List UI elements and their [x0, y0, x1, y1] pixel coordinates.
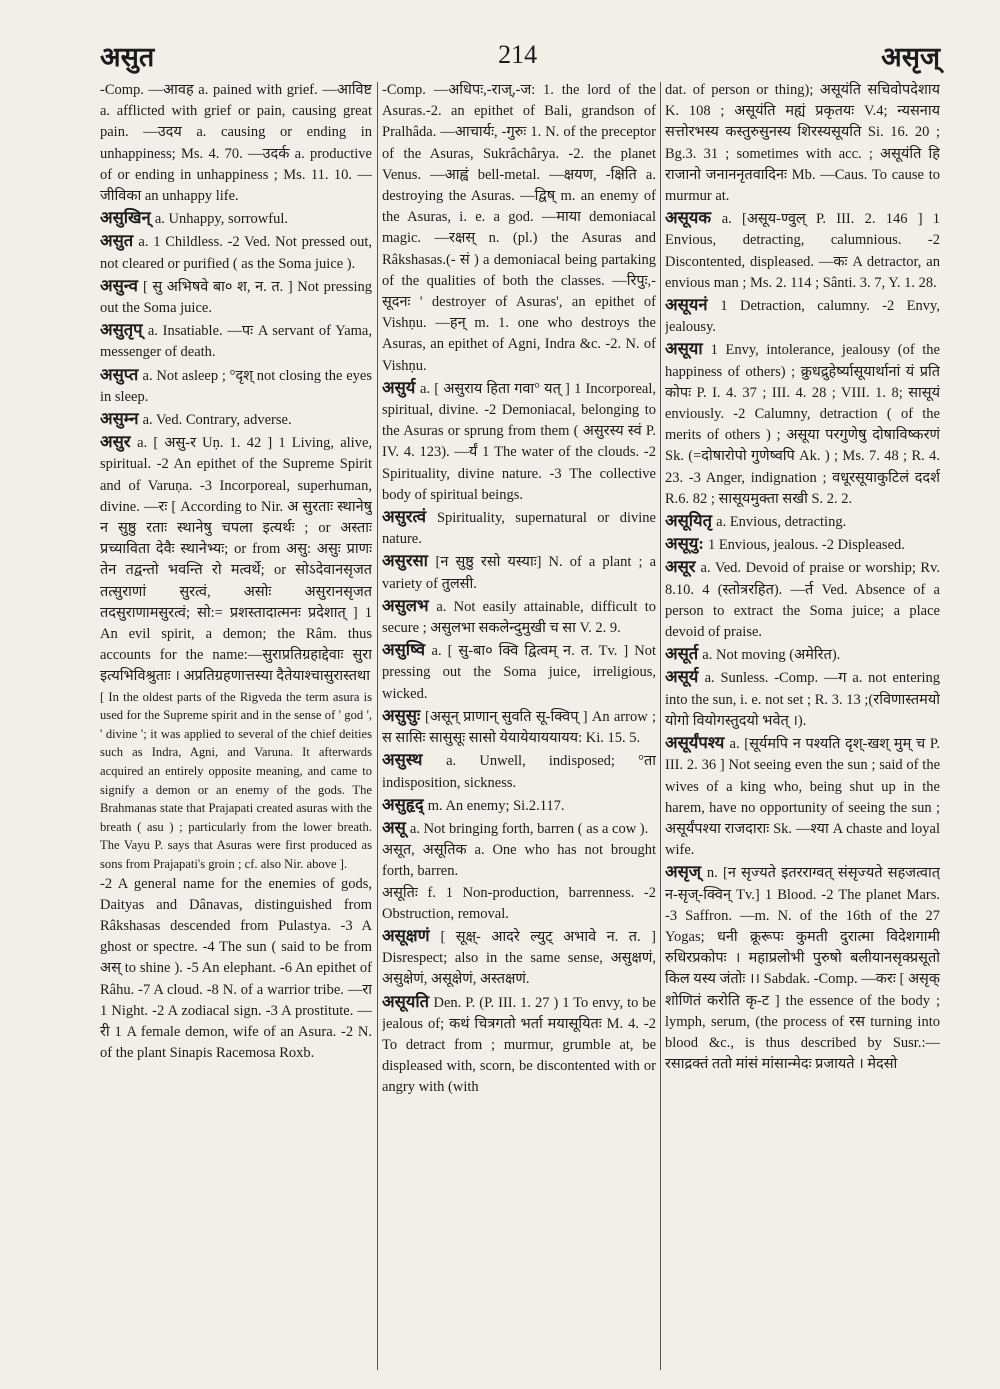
entry-headword: असृज् [665, 862, 707, 882]
dictionary-entry [665, 643, 940, 666]
entry-headword: असुलभ [382, 595, 437, 615]
entry-headword: असूर्य [665, 667, 705, 687]
entry-headword: असुस्थ [382, 750, 447, 770]
dictionary-entry [382, 817, 656, 840]
dictionary-entry [382, 794, 656, 817]
entry-headword: असुष्वि [382, 640, 432, 660]
right-guide-word: असृज् [881, 41, 940, 73]
dictionary-entry [382, 705, 656, 749]
entry-headword: असूर्त [665, 644, 703, 664]
entry-headword: असुम्न [100, 409, 143, 429]
dictionary-entry [100, 364, 372, 408]
entry-headword: असुन्व [100, 275, 143, 295]
entry-headword: असुप्त [100, 364, 143, 384]
dictionary-entry [665, 732, 940, 861]
dictionary-entry [382, 506, 656, 550]
dictionary-entry [100, 688, 372, 874]
column-1 [100, 80, 372, 1370]
dictionary-entry [100, 874, 372, 1065]
entry-definition: a. Not bringing forth, barren ( as a cow ). [409, 820, 649, 837]
entry-definition: 1 Envy, intolerance, jealousy (of the happiness of others) ; क्रुधद्रुहेर्ष्यासूयार्थानां यं प्रति कोपः P. I. 4. 37 ; III. 4. 28 ; VIII. 1. 8; सासूयं enviously. -2 Calumny, detraction ( of the merits of others ) ; असूया परगुणेषु दोषाविष्करणं Sk. (=दोषारोपो गुणेष्वपि Ak. ) ; Ms. 7. 48 ; R. 4. 23. -3 Anger, indignation ; वधूरसूयाकुटिलं ददर्श R.6. 82 ; सासूयमुक्ता सखी S. 2. 2. [665, 342, 940, 507]
dictionary-entry [665, 510, 940, 533]
entry-definition: 1 Envious, jealous. -2 Displeased. [707, 537, 905, 554]
entry-headword: असूर [665, 557, 701, 577]
left-guide-word: असुत [100, 41, 155, 73]
dictionary-entry [100, 275, 372, 319]
dictionary-entry [100, 319, 372, 363]
entry-headword: असूक्षणं [382, 925, 441, 945]
dictionary-entry [100, 431, 372, 687]
dictionary-entry [382, 595, 656, 639]
entry-definition: a. [सूर्यमपि न पश्यति दृश्-खश् मुम् च P. III. 2. 36 ] Not seeing even the sun ; said of the wives of a king who, being shut up in the harem, have no opportunity of seeing the sun ; असूर्यंपश्या राजदाराः Sk. —श्या A chaste and loyal wife. [665, 736, 940, 859]
entry-definition: a. [असूय-ण्वुल् P. III. 2. 146 ] 1 Envious, detracting, calumnious. -2 Discontented, displeased. —कः A detractor, an envious man ; Ms. 2. 114 ; Sânti. 3. 7, Y. 1. 28. [665, 211, 940, 291]
dictionary-entry [382, 550, 656, 594]
entry-definition: m. An enemy; Si.2.117. [427, 797, 565, 814]
entry-definition: -2 A general name for the enemies of gods, Daityas and Dânavas, distinguished from Râkshasas descended from Pulastya. -3 A ghost or spectre. -4 The sun ( said to be from अस् to shine ). -5 An elephant. -6 An epithet of Râhu. -7 A cloud. -8 N. of a warrior tribe. —रा 1 Night. -2 A zodiacal sign. -3 A prostitute. —री 1 A female demon, wife of an Asura. -2 N. of the plant Sinapis Racemosa Roxb. [100, 875, 372, 1062]
entry-headword: असूयितृ [665, 511, 717, 531]
dictionary-entry [100, 230, 372, 274]
entry-headword: असुर्य [382, 377, 421, 397]
dictionary-entry [382, 925, 656, 991]
entry-definition: असूत, असूतिक a. One who has not brought forth, barren. [382, 842, 656, 880]
entry-definition: a. [ असुराय हिता गवा° यत् ] 1 Incorporeal, spiritual, divine. -2 Demoniacal, belonging to the Asuras or sprung from them ( असुरस्य स्वं P. IV. 4. 123). —र्यं 1 The water of the clouds. -2 Spirituality, divine nature. -3 The collective body of spiritual beings. [382, 380, 656, 503]
dictionary-entry [665, 666, 940, 732]
entry-definition: -Comp. —अधिपः,-राज्,-ज: 1. the lord of the Asuras.-2. an epithet of Bali, grandson of Pralhâda. —आचार्यः, -गुरुः 1. N. of the preceptor of the Asuras, Sukrâchârya. -2. the planet Venus. —आह्वं bell-metal. —क्षयण, -क्षिति a. destroying the Asuras. —द्विष् m. an enemy of the Asuras, i. e. a god. —माया demoniacal magic. —रक्षस् n. (pl.) the Asuras and Râkshasas.(- सं ) a demoniacal being partaking of the qualities of both the classes. —रिपुः,-सूदनः ' destroyer of Asuras', an epithet of Vishṇu. —हन् m. 1. one who destroys the Asuras, an epithet of Agni, Indra &c. -2. N. of Vishṇu. [382, 82, 656, 374]
column-divider [660, 82, 661, 1370]
entry-definition: 1 Detraction, calumny. -2 Envy, jealousy. [665, 298, 940, 336]
entry-definition: a. Sunless. -Comp. —ग a. not entering into the sun, i. e. not set ; R. 3. 13 ;(रविणास्तमयो योगो वियोगस्तुदयो भवेत् ।). [665, 670, 940, 729]
entry-headword: असू [382, 817, 410, 837]
entry-definition: a. Insatiable. —पः A servant of Yama, messenger of death. [100, 323, 372, 361]
dictionary-entry [382, 991, 656, 1099]
entry-headword: असुखिन् [100, 208, 155, 228]
column-divider [377, 82, 378, 1370]
entry-definition: Den. P. (P. III. 1. 27 ) 1 To envy, to be jealous of; कथं चित्रगतो भर्ता मयासूयितः M. 4. -2 To detract from ; murmur, grumble at, be displeased with, scorn, be discontented with or angry with (with [382, 994, 656, 1096]
entry-definition: a. Unwell, indisposed; °ता indisposition, sickness. [382, 753, 656, 791]
entry-headword: असूयु: [665, 534, 708, 554]
entry-headword: असूयति [382, 991, 434, 1011]
page-number: 214 [498, 40, 538, 69]
entry-definition: a. Envious, detracting. [716, 514, 847, 531]
entry-definition: n. [न सृज्यते इतरराग्वत् संसृज्यते सहजत्वात् न-सृज्-क्विन् Tv.] 1 Blood. -2 The planet Mars. -3 Saffron. —m. N. of the 16th of the 27 Yogas; धनी क्रूरूपः कुमती दुरात्मा विदेशगामी रुधिरप्रकोपः । महाप्रलोभी पुरुषो बलीयानसृक्प्रसूतो किल यस्य जंतोः ।। Sabdak. -Comp. —करः [ असृक् शोणितं करोति कृ-ट ] the essence of the body ; lymph, serum, (the process of रस turning into blood &c., is thus described by Susr.:— रसाद्रक्तं ततो मांसं मांसान्मेदः प्रजायते । मेदसो [665, 865, 940, 1073]
entry-definition: a. [ असु-र Uṇ. 1. 42 ] 1 Living, alive, spiritual. -2 An epithet of the Supreme Spirit and of Varuṇa. -3 Incorporeal, superhuman, divine. —रः [ According to Nir. अ सुरताः स्थानेषु न सुष्ठु रताः स्थानेषु चपला इत्यर्थः ; or अस्ताः प्रच्याविता देवैः स्थानेभ्यः; or from असु: असुः प्राणः तेन तद्वन्तो भवन्ति रो मत्वर्थे; or सोऽदेवानसृजत तत्सुराणां सुरत्वं, असोः असुरानसृजत तदसुराणामसुरत्वं; सो:= प्रशस्तादात्मनः प्रदेशात् ] 1 An evil spirit, a demon; the Râm. thus accounts for the name:—सुराप्रतिग्रहाद्देवाः सुरा इत्यभिविश्रुताः । अप्रतिग्रहणात्तस्या दैतेयाश्चासुरास्तथा [100, 435, 372, 685]
dictionary-entry [665, 294, 940, 338]
entry-definition: असूतिः f. 1 Non-production, barrenness. -2 Obstruction, removal. [382, 884, 656, 922]
dictionary-entry [382, 639, 656, 705]
dictionary-entry [382, 883, 656, 925]
entry-definition: a. Not moving (अमेरित). [702, 647, 841, 664]
entry-definition: a. Ved. Contrary, adverse. [142, 412, 292, 429]
entry-definition: a. Not easily attainable, difficult to secure ; असुलभा सकलेन्दुमुखी च सा V. 2. 9. [382, 598, 656, 637]
entry-headword: असुहृद् [382, 794, 428, 814]
entry-headword: असुरत्वं [382, 507, 437, 527]
entry-definition: [ सु अभिषवे बा० श, न. त. ] Not pressing out the Soma juice. [100, 278, 372, 317]
entry-headword: असुर [100, 432, 138, 452]
column-3 [665, 80, 940, 1370]
entry-definition: [ In the oldest parts of the Rigveda the term asura is used for the Supreme spirit and in the sense of ' god ', ' divine '; it was applied to several of the chief deities such as Indra, Agni, and Varuna. It afterwards acquired an entirely opposite meaning, and came to signify a demon or an enemy of the gods. The Brahmanas state that Prajapati created asuras with the breath ( asu ) ; particularly from the lower breath. The Vayu P. says that Asuras were first produced as sons from Prajapati's groin ; cf. also Nir. above ]. [100, 689, 372, 872]
dictionary-entry [382, 840, 656, 882]
entry-headword: असूयक [665, 208, 722, 228]
entry-definition: Spirituality, supernatural or divine nature. [382, 510, 656, 548]
entry-definition: a. Ved. Devoid of praise or worship; Rv. 8.10. 4 (स्तोत्ररहित). —र्त Ved. Absence of a person to extract the Soma juice; a place devoid of praise. [665, 560, 940, 641]
dictionary-entry [665, 533, 940, 556]
dictionary-entry [665, 556, 940, 643]
entry-definition: [न सुष्ठु रसो यस्याः] N. of a plant ; a variety of तुलसी. [382, 554, 656, 592]
entry-definition: a. [ सु-बा० क्वि द्वित्वम् न. त. Tv. ] Not pressing out the Soma juice, irreligious, wicked. [382, 643, 656, 702]
entry-headword: असुतृप् [100, 320, 148, 340]
dictionary-entry [665, 207, 940, 294]
entry-definition: [ सूक्ष्- आदरे ल्युट् अभावे न. त. ] Disrespect; also in the same sense, असुक्षणं, असुक्षेणं, असूक्षेणं, अस्तक्षणं. [382, 928, 656, 988]
dictionary-entry [100, 408, 372, 431]
dictionary-entry [100, 207, 372, 230]
page-header [100, 30, 940, 80]
entry-headword: असूर्यंपश्य [665, 733, 730, 753]
entry-headword: असुसुः [382, 705, 426, 725]
dictionary-entry [382, 80, 656, 377]
dictionary-entry [382, 377, 656, 506]
entry-headword: असुरसा [382, 551, 436, 571]
entry-definition: [असून् प्राणान् सुवति सू-क्विप् ] An arrow ; स सासिः सासुसूः सासो येयायेयाययायय: Ki. 15. 5. [382, 708, 656, 747]
dictionary-entry [665, 80, 940, 207]
entry-headword: असुत [100, 231, 139, 251]
entry-definition: a. Unhappy, sorrowful. [154, 211, 288, 228]
entry-definition: dat. of person or thing); असूयंति सचिवोपदेशाय K. 108 ; असूयंति मह्यं प्रकृतयः V.4; न्यसनाय सत्तोरभस्य कस्तुरुसुनस्य शिरस्यसूयति Si. 16. 20 ; Bg.3. 31 ; sometimes with acc. ; असूयंति हि राजानो जनाननृतवादिनः Mb. —Caus. To cause to murmur at. [665, 82, 940, 205]
entry-definition: -Comp. —आवह a. pained with grief. —आविष्ट a. afflicted with grief or pain, causing great pain. —उदय a. causing or ending in unhappiness; Ms. 4. 70. —उदर्क a. productive of or ending in unhappiness ; Ms. 11. 10. —जीविका an unhappy life. [100, 82, 372, 205]
dictionary-entry [665, 338, 940, 510]
entry-headword: असूयनं [665, 295, 721, 315]
dictionary-entry [100, 80, 372, 207]
column-2 [382, 80, 656, 1370]
entry-definition: a. Not asleep ; °दृश् not closing the eyes in sleep. [100, 367, 372, 405]
entry-headword: असूया [665, 339, 711, 359]
entry-definition: a. 1 Childless. -2 Ved. Not pressed out, not cleared or purified ( as the Soma juice ). [100, 234, 372, 272]
dictionary-entry [382, 749, 656, 793]
dictionary-entry [665, 861, 940, 1075]
